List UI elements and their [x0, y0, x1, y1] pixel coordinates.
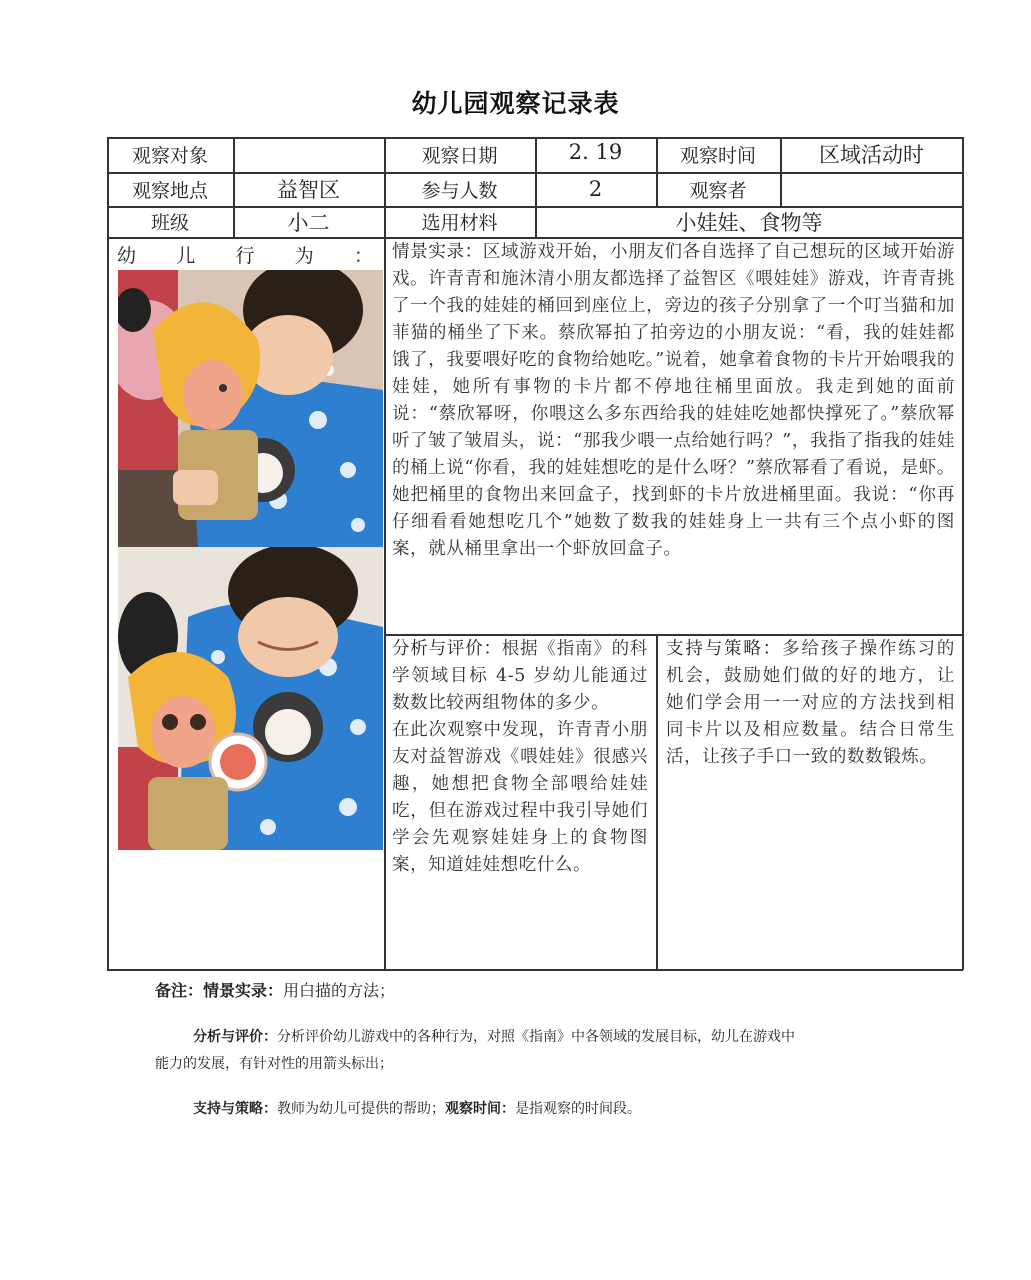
- material-value: 小娃娃、食物等: [675, 210, 823, 235]
- material-label: 选用材料: [421, 212, 498, 234]
- analysis-text: 根据《指南》的科学领域目标 4-5 岁幼儿能通过数数比较两组物体的多少。: [392, 639, 648, 713]
- notes-time-text: 是指观察的时间段。: [515, 1101, 641, 1117]
- support-label: 支持与策略：: [666, 639, 783, 659]
- remark-label: 备注：: [155, 981, 204, 1000]
- notes-line-2: [193, 1026, 795, 1046]
- photo-1-illustration: [118, 270, 383, 547]
- time-value: 区域活动时: [819, 143, 924, 167]
- scene-record: [392, 239, 955, 563]
- notes-analysis-text-2: 能力的发展，有针对性的用箭头标出；: [155, 1056, 393, 1072]
- subject-label: 观察对象: [131, 145, 208, 167]
- class-value: 小二: [287, 210, 330, 235]
- scene-label: 情景实录：: [392, 242, 483, 262]
- form-title: 幼儿园观察记录表: [411, 89, 620, 118]
- analysis-text-2: 在此次观察中发现，许青青小朋友对益智游戏《喂娃娃》很感兴趣，她想把食物全部喂给娃娃吃，但在游戏过程中我引导她们学会先观察娃娃身上的食物图案，知道娃娃想吃什么。: [392, 720, 648, 875]
- time-label: 观察时间: [679, 145, 756, 167]
- notes-analysis-label: 分析与评价：: [193, 1029, 277, 1045]
- scene-text: 区域游戏开始，小朋友们各自选择了自己想玩的区域开始游戏。许青青和施沐清小朋友都选择了益智区《喂娃娃》游戏，许青青挑了一个我的娃娃的桶回到座位上，旁边的孩子分别拿了一个叮当猫和加菲猫的桶坐了下来。蔡欣幂拍了拍旁边的小朋友说：“看，我的娃娃都饿了，我要喂好吃的食物给她吃。”说着，她拿着食物的卡片开始喂我的娃娃，她所有事物的卡片都不停地往桶里面放。我走到她的面前说：“蔡欣幂呀，你喂这么多东西给我的娃娃吃她都快撑死了。”蔡欣幂听了皱了皱眉头，说：“那我少喂一点给她行吗？”，我指了指我的娃娃的桶上说“你看，我的娃娃想吃的是什么呀？”蔡欣幂看了看说，是虾。她把桶里的食物出来回盒子，找到虾的卡片放进桶里面。我说：“你再仔细看看她想吃几个”她数了数我的娃娃身上一共有三个点小虾的图案，就从桶里拿出一个虾放回盒子。: [392, 242, 956, 559]
- notes-line-3: [155, 1053, 393, 1073]
- notes-line-1: [155, 978, 395, 1001]
- notes-support-text: 教师为幼儿可提供的帮助；: [277, 1101, 445, 1117]
- observer-value: [780, 172, 963, 206]
- notes-scene-text: 用白描的方法；: [283, 981, 396, 1000]
- notes-analysis-text: 分析评价幼儿游戏中的各种行为，对照《指南》中各领域的发展目标，幼儿在游戏中: [277, 1029, 795, 1045]
- support-strategy: [666, 636, 955, 771]
- count-value: 2: [588, 177, 603, 201]
- photo-child-feeding-doll-2: [118, 547, 383, 850]
- notes-time-label: 观察时间：: [445, 1101, 515, 1117]
- subject-value: [233, 137, 384, 172]
- place-label: 观察地点: [131, 179, 208, 202]
- notes-scene-label: 情景实录：: [203, 981, 284, 1000]
- analysis-evaluation: [392, 636, 648, 879]
- count-label: 参与人数: [421, 179, 498, 202]
- date-label: 观察日期: [421, 145, 498, 167]
- behavior-label: 幼 儿 行 为 ：: [117, 245, 373, 267]
- header-table: [107, 137, 963, 237]
- date-value: 2. 19: [568, 140, 623, 164]
- support-text: 多给孩子操作练习的机会，鼓励她们做的好的地方，让她们学会用一一对应的方法找到相同卡片以及相应数量。结合日常生活，让孩子手口一致的数数锻炼。: [666, 639, 955, 767]
- notes-support-label: 支持与策略：: [193, 1101, 277, 1117]
- notes-line-4: [193, 1098, 641, 1118]
- class-label: 班级: [150, 212, 189, 234]
- photo-2-illustration: [118, 547, 383, 850]
- photo-child-feeding-doll-1: [118, 270, 383, 547]
- observer-label: 观察者: [689, 179, 747, 202]
- place-value: 益智区: [277, 178, 340, 202]
- analysis-label: 分析与评价：: [392, 639, 502, 659]
